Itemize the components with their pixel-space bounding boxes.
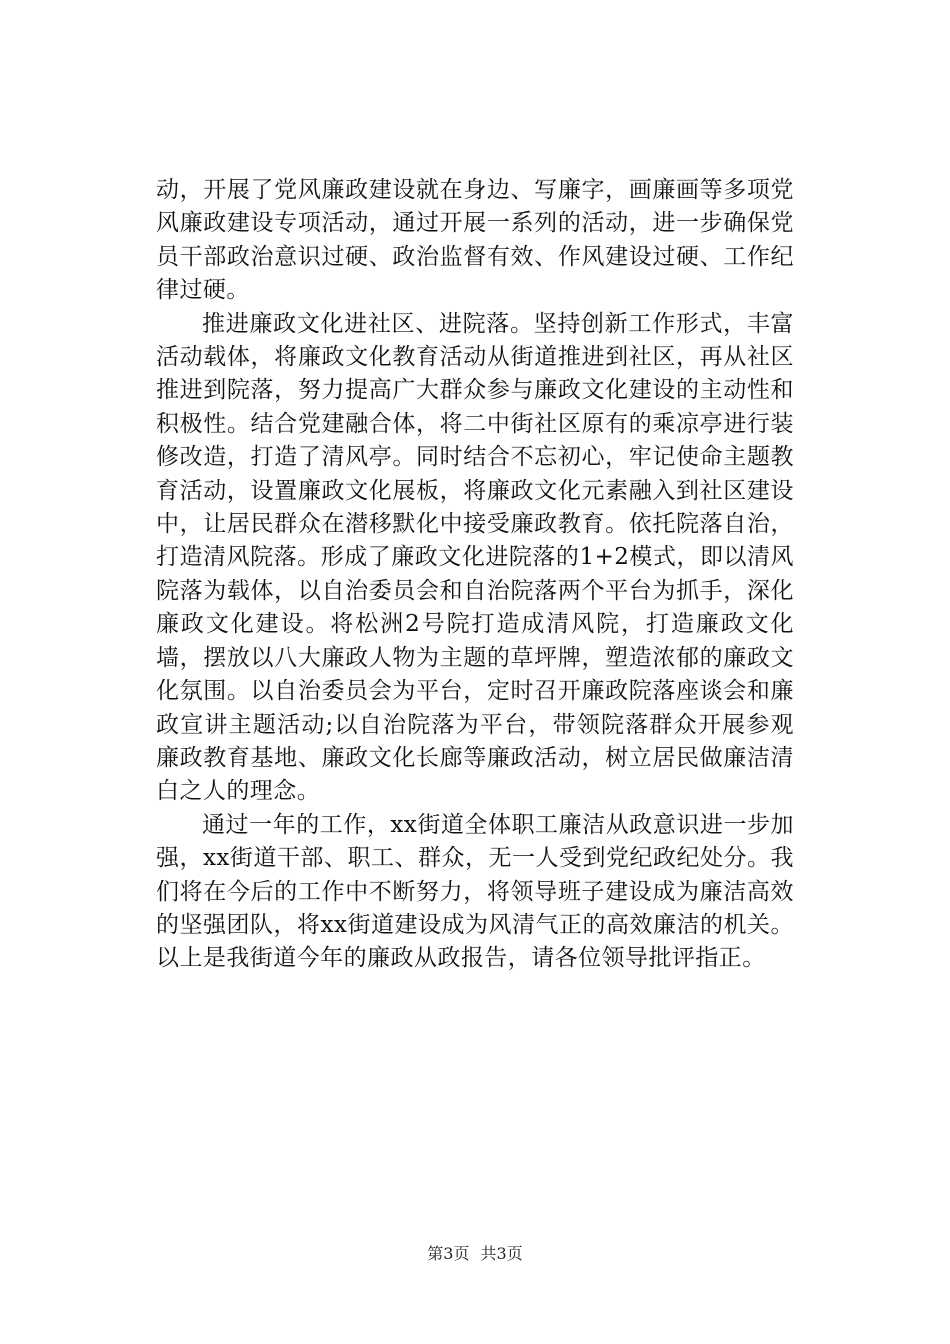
page-footer [0,1243,950,1265]
document-body [156,174,794,976]
paragraph-continuation: 动，开展了党风廉政建设就在身边、写廉字，画廉画等多项党风廉政建设专项活动，通过开展一系列的活动，进一步确保党员干部政治意识过硬、政治监督有效、作风建设过硬、工作纪律过硬。 [156,177,794,304]
paragraph-conclusion: 通过一年的工作，xx街道全体职工廉洁从政意识进一步加强，xx街道干部、职工、群众，无一人受到党纪政纪处分。我们将在今后的工作中不断努力，将领导班子建设成为廉洁高效的坚强团队，将xx街道建设成为风清气正的高效廉洁的机关。以上是我街道今年的廉政从政报告，请各位领导批评指正。 [156,811,794,972]
paragraph-clean-culture: 推进廉政文化进社区、进院落。坚持创新工作形式，丰富活动载体，将廉政文化教育活动从街道推进到社区，再从社区推进到院落，努力提高广大群众参与廉政文化建设的主动性和积极性。结合党建融合体，将二中街社区原有的乘凉亭进行装修改造，打造了清风亭。同时结合不忘初心，牢记使命主题教育活动，设置廉政文化展板，将廉政文化元素融入到社区建设中，让居民群众在潜移默化中接受廉政教育。依托院落自治，打造清风院落。形成了廉政文化进院落的1+2模式，即以清风院落为载体，以自治委员会和自治院落两个平台为抓手，深化廉政文化建设。将松洲2号院打造成清风院，打造廉政文化墙，摆放以八大廉政人物为主题的草坪牌，塑造浓郁的廉政文化氛围。以自治委员会为平台，定时召开廉政院落座谈会和廉政宣讲主题活动;以自治院落为平台，带领院落群众开展参观廉政教育基地、廉政文化长廊等廉政活动，树立居民做廉洁清白之人的理念。 [156,310,794,805]
page-total: 共3页 [480,1244,523,1263]
page-number: 第3页 [427,1244,470,1263]
